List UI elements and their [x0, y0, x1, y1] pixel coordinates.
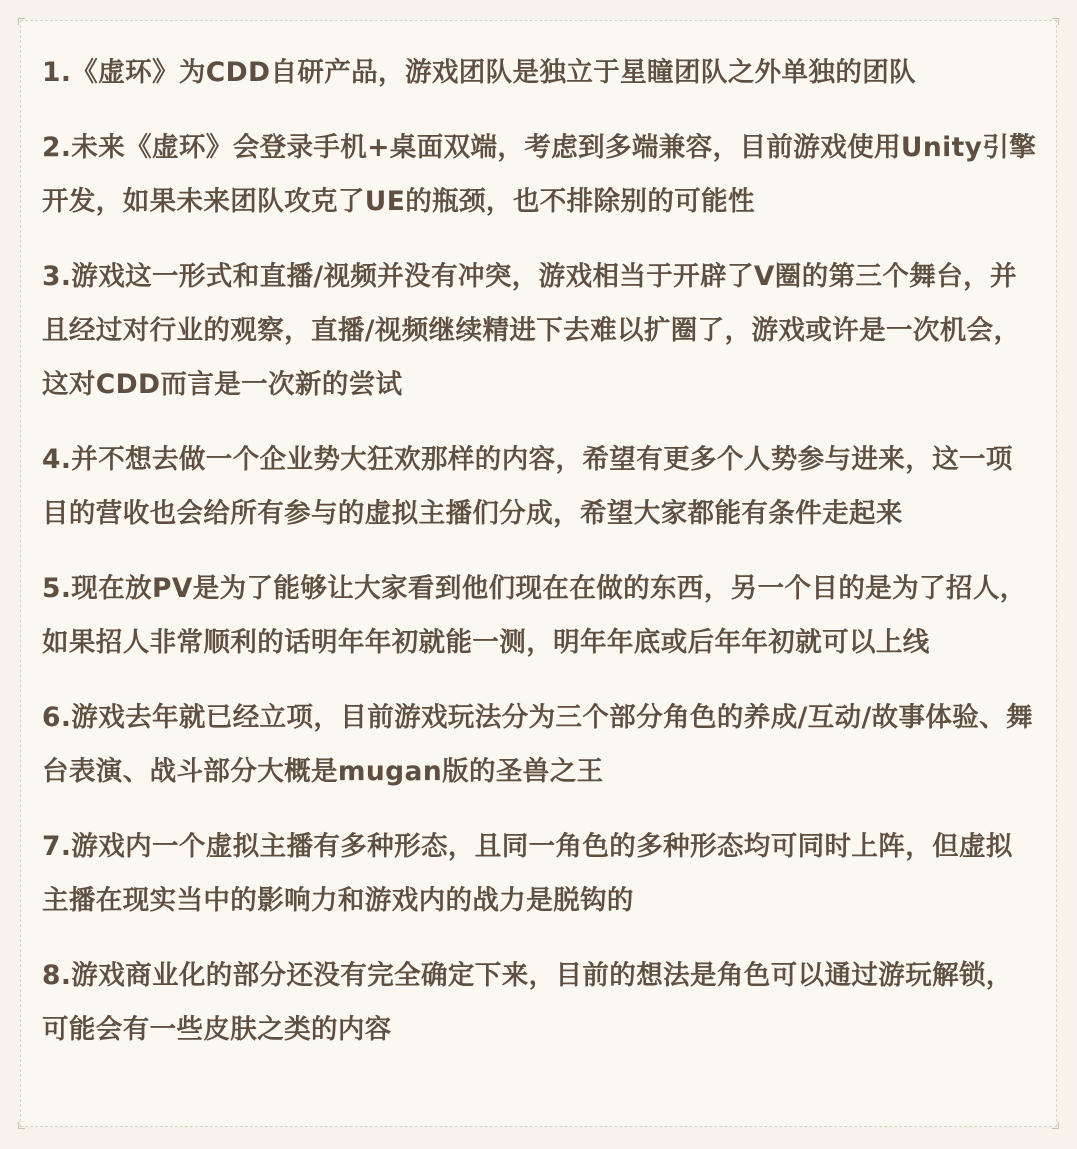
paragraph-6: 6.游戏去年就已经立项，目前游戏玩法分为三个部分角色的养成/互动/故事体验、舞台表演、战斗部分大概是mugan版的圣兽之王	[42, 702, 1033, 787]
frame-corner-mark	[18, 18, 25, 25]
paragraph-7: 7.游戏内一个虚拟主播有多种形态，且同一角色的多种形态均可同时上阵，但虚拟主播在现实当中的影响力和游戏内的战力是脱钩的	[42, 831, 1013, 916]
paragraph-1: 1.《虚环》为CDD自研产品，游戏团队是独立于星瞳团队之外单独的团队	[42, 57, 917, 88]
paragraph-3: 3.游戏这一形式和直播/视频并没有冲突，游戏相当于开辟了V圈的第三个舞台，并且经过对行业的观察，直播/视频继续精进下去难以扩圈了，游戏或许是一次机会，这对CDD而言是一次新的尝试	[42, 261, 1021, 400]
frame-corner-mark	[1052, 18, 1059, 25]
paragraph-8: 8.游戏商业化的部分还没有完全确定下来，目前的想法是角色可以通过游玩解锁，可能会有一些皮肤之类的内容	[42, 960, 1013, 1045]
paragraph-2: 2.未来《虚环》会登录手机+桌面双端，考虑到多端兼容，目前游戏使用Unity引擎开发，如果未来团队攻克了UE的瓶颈，也不排除别的可能性	[42, 132, 1037, 217]
paragraph-4: 4.并不想去做一个企业势大狂欢那样的内容，希望有更多个人势参与进来，这一项目的营收也会给所有参与的虚拟主播们分成，希望大家都能有条件走起来	[42, 444, 1013, 529]
document-body	[42, 46, 1037, 1078]
frame-corner-mark	[18, 1122, 25, 1129]
paragraph-5: 5.现在放PV是为了能够让大家看到他们现在在做的东西，另一个目的是为了招人，如果招人非常顺利的话明年年初就能一测，明年年底或后年年初就可以上线	[42, 573, 1027, 658]
frame-corner-mark	[1052, 1122, 1059, 1129]
